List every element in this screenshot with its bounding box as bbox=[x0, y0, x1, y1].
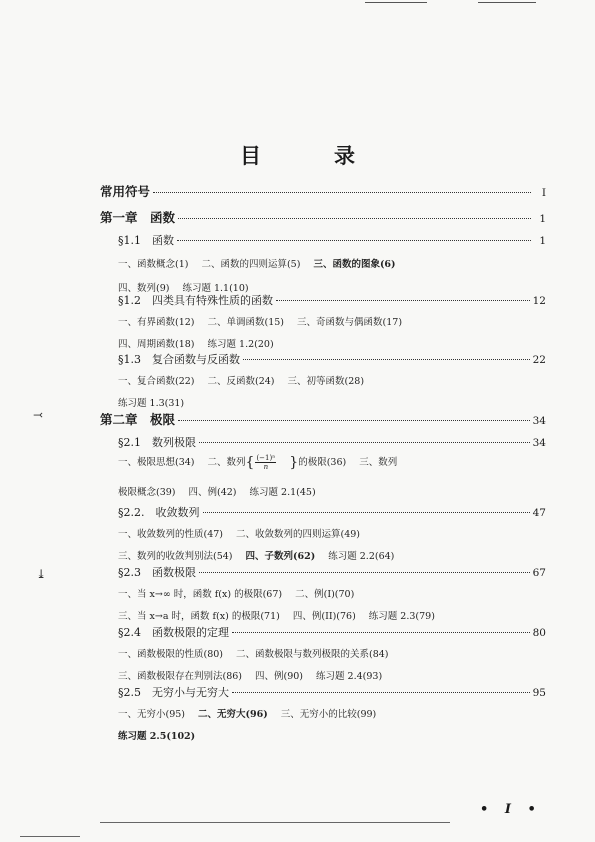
toc-subentries: 四、数列(9) 练习题 1.1(10) bbox=[118, 283, 249, 294]
toc-chapter[interactable]: 第二章 极限 34 bbox=[100, 412, 546, 427]
toc-chapter[interactable]: 第一章 函数 1 bbox=[100, 210, 546, 225]
toc-subentries: 一、收敛数列的性质(47) 二、收敛数列的四则运算(49) bbox=[118, 529, 361, 540]
top-rule bbox=[365, 2, 427, 3]
toc-entry[interactable]: 常用符号 I bbox=[100, 184, 546, 199]
toc-subentries: 一、当 x→∞ 时，函数 f(x) 的极限(67) 二、例(I)(70) bbox=[118, 589, 355, 600]
toc-section[interactable]: §2.2. 收敛数列 47 bbox=[118, 506, 546, 519]
toc-section[interactable]: §2.5 无穷小与无穷大 95 bbox=[118, 686, 546, 699]
toc-subentries: 一、极限思想(34) 二、数列{ $\frac{\text{(−1)ⁿ}}{n}$ }的极限(36) 三、数列 bbox=[118, 454, 398, 471]
toc-subentries: 一、无穷小(95) 二、无穷大(96) 三、无穷小的比较(99) bbox=[118, 709, 377, 720]
toc-subentries: 四、周期函数(18) 练习题 1.2(20) bbox=[118, 339, 274, 350]
toc-subentries: 一、函数极限的性质(80) 二、函数极限与数列极限的关系(84) bbox=[118, 649, 389, 660]
toc-section[interactable]: §1.1 函数 1 bbox=[118, 234, 546, 247]
toc-section[interactable]: §2.3 函数极限 67 bbox=[118, 566, 546, 579]
toc-section[interactable]: §1.3 复合函数与反函数 22 bbox=[118, 353, 546, 366]
toc-subentries: 练习题 1.3(31) bbox=[118, 398, 185, 409]
bottom-rule bbox=[100, 822, 450, 823]
toc-subentries: 一、复合函数(22) 二、反函数(24) 三、初等函数(28) bbox=[118, 376, 365, 387]
toc-section[interactable]: §1.2 四类具有特殊性质的函数 12 bbox=[118, 294, 546, 307]
page-title: 目 录 bbox=[240, 143, 381, 168]
toc-subentries: 三、函数极限存在判别法(86) 四、例(90) 练习题 2.4(93) bbox=[118, 671, 383, 682]
top-rule bbox=[478, 2, 536, 3]
toc-subentries: 一、有界函数(12) 二、单调函数(15) 三、奇函数与偶函数(17) bbox=[118, 317, 403, 328]
toc-subentries: 练习题 2.5(102) bbox=[118, 731, 196, 742]
margin-mark: ⤓ bbox=[36, 567, 47, 581]
toc-subentries: 极限概念(39) 四、例(42) 练习题 2.1(45) bbox=[118, 487, 316, 498]
margin-mark: ⤙ bbox=[33, 408, 44, 422]
sequence-fraction: $\frac{\text{(−1)ⁿ}}{n}$ bbox=[256, 454, 276, 471]
toc-section[interactable]: §2.1 数列极限 34 bbox=[118, 436, 546, 449]
page-number: • I • bbox=[480, 802, 542, 817]
toc-section[interactable]: §2.4 函数极限的定理 80 bbox=[118, 626, 546, 639]
toc-subentries: 三、当 x→a 时，函数 f(x) 的极限(71) 四、例(II)(76) 练习题 2.3(79) bbox=[118, 611, 435, 622]
toc-subentries: 一、函数概念(1) 二、函数的四则运算(5) 三、函数的图象(6) bbox=[118, 259, 396, 270]
bottom-rule bbox=[20, 836, 80, 837]
toc-subentries: 三、数列的收敛判别法(54) 四、子数列(62) 练习题 2.2(64) bbox=[118, 551, 395, 562]
